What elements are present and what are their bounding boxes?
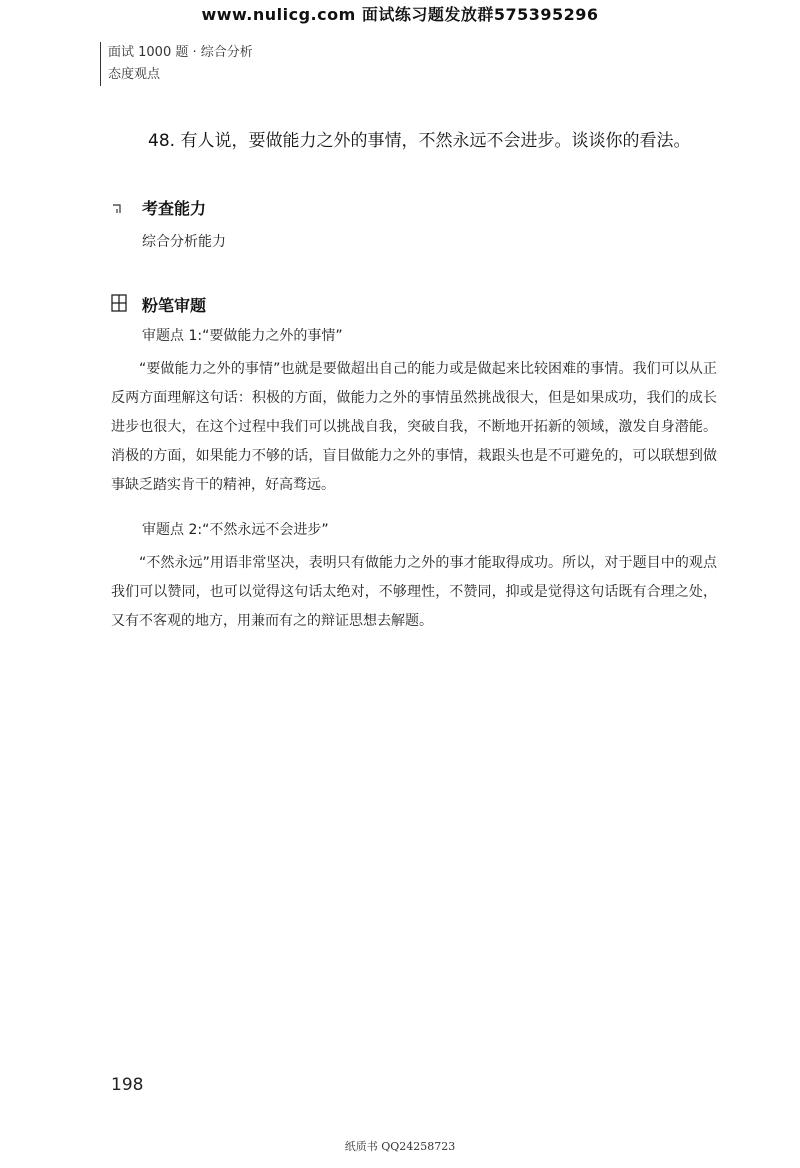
footer-note: 纸质书 QQ24258723 [344,1140,456,1153]
book-title: 面试 1000 题 · 综合分析 [108,45,253,60]
review-point-2-label: 审题点 2:“不然永远不会进步” [142,522,329,538]
review-paragraph-2: “不然永远”用语非常坚决，表明只有做能力之外的事才能取得成功。所以，对于题目中的观点我们可以赞同，也可以觉得这句话太绝对，不够理性，不赞同，抑或是觉得这句话既有合理之处，又有不客观的地方，用兼而有之的辩证思想去解题。 [111,555,717,629]
review-paragraph-1: “要做能力之外的事情”也就是要做超出自己的能力或是做起来比较困难的事情。我们可以从正反两方面理解这句话：积极的方面，做能力之外的事情虽然挑战很大，但是如果成功，我们的成长进步也很大，在这个过程中我们可以挑战自我，突破自我，不断地开拓新的领域，激发自身潜能。消极的方面，如果能力不够的话，盲目做能力之外的事情，栽跟头也是不可避免的，可以联想到做事缺乏踏实肯干的精神，好高骛远。 [111,361,717,493]
ability-content: 综合分析能力 [142,234,226,250]
grid-marker-icon [111,294,127,312]
ability-section-title: 考查能力 [142,199,207,218]
running-head [100,42,253,86]
review-point-1-label: 审题点 1:“要做能力之外的事情” [142,328,343,344]
watermark-banner: www.nulicg.com 面试练习题发放群575395296 [201,5,599,24]
page-number: 198 [111,1075,144,1095]
chapter-subtitle: 态度观点 [108,67,161,82]
question-text: 48. 有人说，要做能力之外的事情，不然永远不会进步。谈谈你的看法。 [148,131,691,151]
review-section-title: 粉笔审题 [142,296,207,315]
section-marker-icon [112,202,126,216]
